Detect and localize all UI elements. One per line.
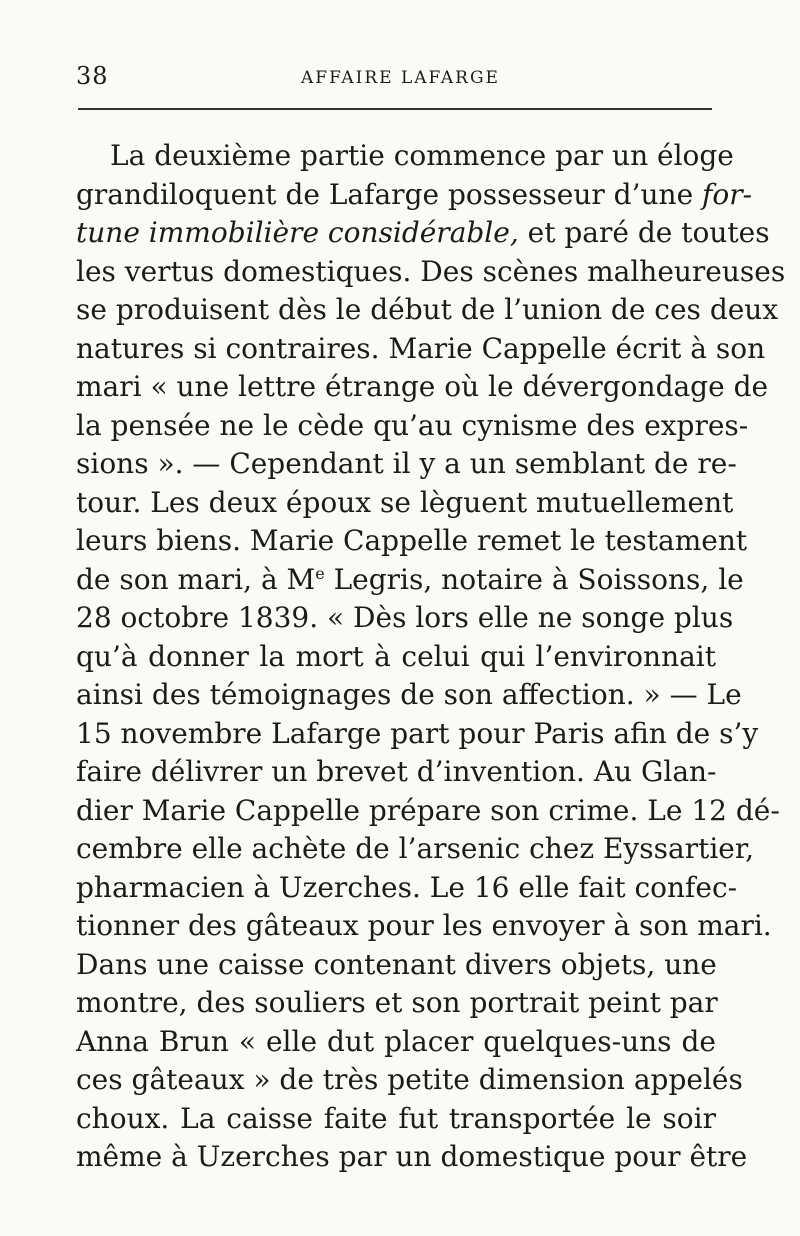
text-line: se produisent dès le début de l’union de ces deux [76, 293, 779, 326]
page-number: 38 [76, 62, 109, 90]
text-line [76, 214, 770, 253]
text-line: natures si contraires. Marie Cappelle écrit à son [76, 331, 766, 365]
text-line: tionner des gâteaux pour les envoyer à son mari. [76, 909, 772, 942]
text-line: leurs biens. Marie Cappelle remet le testament [76, 524, 748, 557]
text-segment: et paré de toutes [527, 216, 770, 249]
text-line: 15 novembre Lafarge part pour Paris afin de s’y [76, 716, 759, 750]
body-paragraph [76, 137, 786, 1177]
header-rule [78, 108, 712, 110]
text-line: cembre elle achète de l’arsenic chez Eyssartier, [76, 832, 755, 865]
text-line: tour. Les deux époux se lèguent mutuellement [76, 485, 734, 519]
italic-text: tune immobilière considérable, [76, 216, 519, 249]
text-line: la pensée ne le cède qu’au cynisme des expres- [76, 408, 749, 442]
text-segment: de son mari, à M [76, 562, 316, 596]
text-line [76, 176, 753, 215]
running-title: AFFAIRE LAFARGE [301, 68, 500, 88]
text-line: Dans une caisse contenant divers objets, une [76, 947, 717, 981]
text-line: montre, des souliers et son portrait peint par [76, 986, 718, 1019]
text-line: ces gâteaux » de très petite dimension appelés [76, 1063, 743, 1096]
text-segment: grandiloquent de Lafarge possesseur d’une [76, 177, 694, 211]
text-segment: Legris, notaire à Soissons, le [324, 562, 744, 596]
text-line [76, 561, 744, 600]
text-line: dier Marie Cappelle prépare son crime. Le 12 dé- [76, 793, 780, 827]
text-line: même à Uzerches par un domestique pour être [76, 1140, 748, 1173]
italic-text: for- [702, 177, 753, 211]
text-line: ainsi des témoignages de son affection. » — Le [76, 678, 742, 711]
text-line: mari « une lettre étrange où le dévergondage de [76, 370, 769, 403]
text-line: qu’à donner la mort à celui qui l’environnait [76, 639, 716, 673]
text-line: sions ». — Cependant il y a un semblant de re- [76, 447, 737, 480]
superscript-letter: e [315, 563, 325, 583]
text-line: les vertus domestiques. Des scènes malheureuses [76, 254, 786, 288]
text-line: faire délivrer un brevet d’invention. Au Glan- [76, 755, 717, 788]
text-line: choux. La caisse faite fut transportée le soir [76, 1101, 716, 1135]
text-line: Anna Brun « elle dut placer quelques-uns de [76, 1024, 716, 1058]
text-line: La deuxième partie commence par un éloge [110, 139, 734, 172]
text-line: 28 octobre 1839. « Dès lors elle ne songe plus [76, 601, 734, 634]
text-line: pharmacien à Uzerches. Le 16 elle fait confec- [76, 870, 738, 904]
